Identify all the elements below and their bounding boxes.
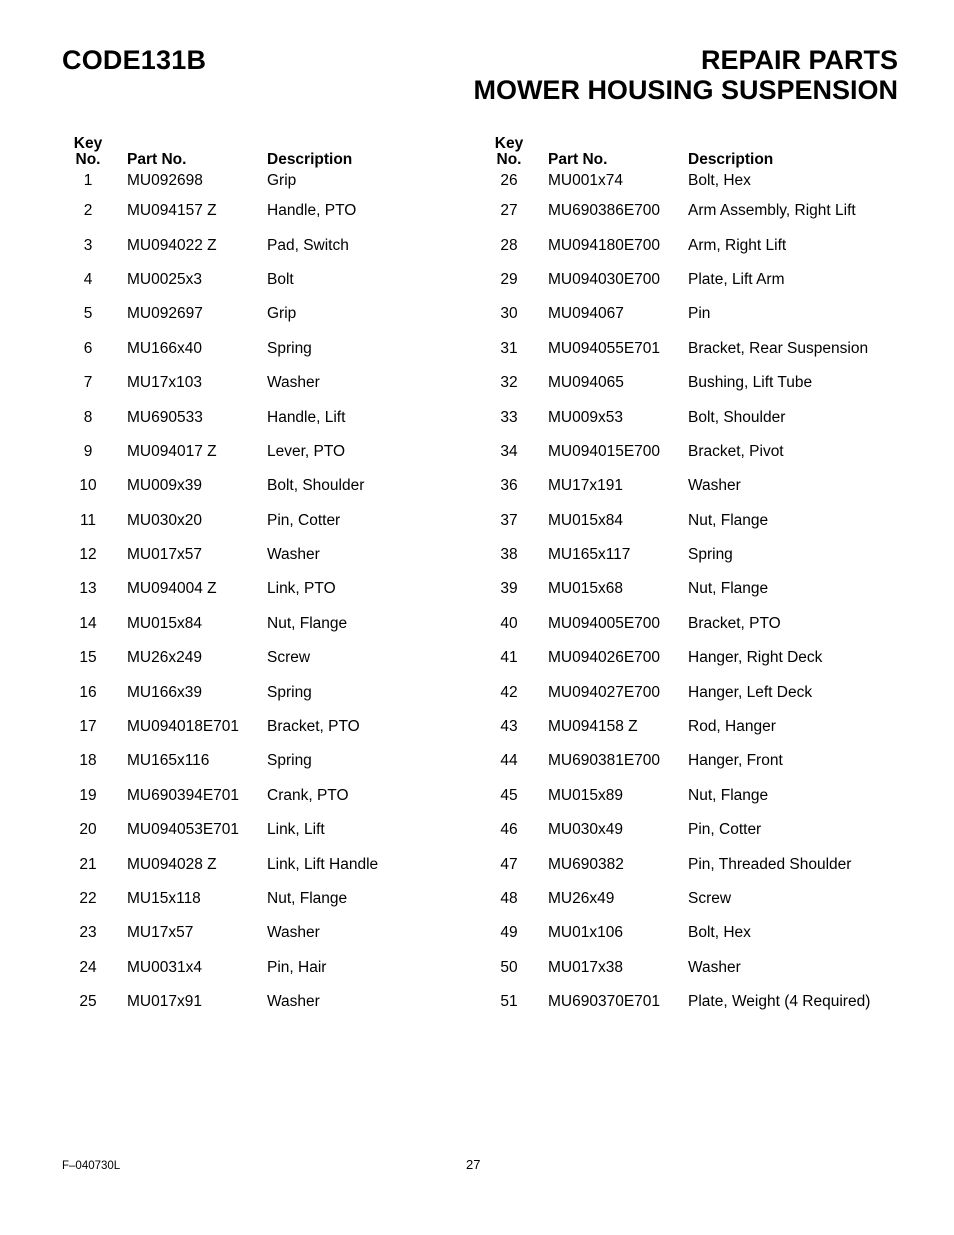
part-description: Hanger, Left Deck <box>688 683 813 701</box>
key-number: 47 <box>500 855 518 873</box>
key-number: 22 <box>79 890 97 907</box>
parts-row <box>491 435 870 469</box>
key-number: 7 <box>83 374 93 392</box>
part-number: MU015x84 <box>127 614 202 632</box>
parts-row <box>70 297 378 331</box>
part-description: Nut, Flange <box>267 890 348 907</box>
key-number: 46 <box>500 821 518 839</box>
part-description: Plate, Lift Arm <box>688 270 785 288</box>
part-number: MU26x249 <box>127 649 202 667</box>
key-number: 39 <box>500 580 518 598</box>
column-header-description: Description <box>688 151 774 168</box>
key-number: 41 <box>500 649 518 667</box>
key-number: 1 <box>83 172 93 189</box>
parts-row <box>70 641 378 675</box>
part-number: MU094030E700 <box>548 270 661 288</box>
column-header-key-no <box>70 134 106 168</box>
key-number: 9 <box>83 442 93 460</box>
key-number: 25 <box>79 993 97 1011</box>
parts-row <box>491 228 870 262</box>
key-number: 23 <box>79 924 97 942</box>
part-number: MU165x117 <box>548 546 631 564</box>
parts-row <box>70 675 378 709</box>
part-description: Bolt, Hex <box>688 924 751 942</box>
key-number: 43 <box>500 718 518 736</box>
key-label: Key <box>73 135 103 152</box>
part-description: Grip <box>267 172 297 189</box>
parts-row <box>491 194 870 228</box>
parts-table-left <box>70 134 378 1019</box>
part-number: MU17x191 <box>548 477 623 495</box>
part-description: Bracket, PTO <box>267 718 360 736</box>
key-number: 19 <box>79 786 97 804</box>
parts-row <box>491 297 870 331</box>
column-header-part-no: Part No. <box>548 151 608 168</box>
part-description: Bracket, Pivot <box>688 442 784 460</box>
parts-table-header <box>491 134 870 168</box>
key-number: 45 <box>500 786 518 804</box>
part-number: MU015x68 <box>548 580 623 598</box>
key-number: 6 <box>83 339 93 357</box>
parts-row <box>491 168 870 194</box>
part-number: MU165x116 <box>127 752 210 770</box>
key-number: 3 <box>83 236 93 254</box>
key-number: 34 <box>500 442 518 460</box>
part-description: Handle, Lift <box>267 408 346 426</box>
part-number: MU094028 Z <box>127 855 217 873</box>
part-number: MU094026E700 <box>548 649 661 667</box>
part-description: Nut, Flange <box>688 580 769 598</box>
part-number: MU094157 Z <box>127 202 217 220</box>
parts-row <box>70 813 378 847</box>
part-description: Pin <box>688 305 711 323</box>
part-description: Pin, Cotter <box>688 821 762 839</box>
form-code: F–040730L <box>62 1160 121 1172</box>
parts-row <box>70 366 378 400</box>
part-description: Link, PTO <box>267 580 336 598</box>
parts-row <box>70 744 378 778</box>
part-number: MU0031x4 <box>127 958 202 976</box>
part-number: MU094015E700 <box>548 442 661 460</box>
key-number: 44 <box>500 752 518 770</box>
part-number: MU030x49 <box>548 821 623 839</box>
part-number: MU15x118 <box>127 890 201 907</box>
part-number: MU001x74 <box>548 172 623 189</box>
parts-row <box>70 607 378 641</box>
parts-row <box>70 504 378 538</box>
parts-row <box>70 572 378 606</box>
page-title-line-2: MOWER HOUSING SUSPENSION <box>473 75 898 105</box>
part-description: Washer <box>267 993 320 1011</box>
part-number: MU0025x3 <box>127 270 202 288</box>
part-description: Grip <box>267 305 297 323</box>
part-description: Nut, Flange <box>688 511 769 529</box>
key-number: 40 <box>500 614 518 632</box>
part-number: MU017x91 <box>127 993 202 1011</box>
column-header-part-no: Part No. <box>127 151 187 168</box>
parts-row <box>70 332 378 366</box>
part-number: MU094005E700 <box>548 614 661 632</box>
parts-row <box>491 779 870 813</box>
parts-row <box>491 538 870 572</box>
part-number: MU690370E701 <box>548 993 661 1011</box>
key-number: 36 <box>500 477 518 495</box>
parts-row <box>491 710 870 744</box>
parts-row <box>70 538 378 572</box>
parts-row <box>491 469 870 503</box>
part-description: Spring <box>688 546 733 564</box>
part-description: Bolt, Hex <box>688 172 751 189</box>
part-description: Bolt, Shoulder <box>688 408 786 426</box>
parts-row <box>491 882 870 916</box>
part-number: MU094053E701 <box>127 821 240 839</box>
parts-row <box>491 813 870 847</box>
key-number: 17 <box>79 718 97 736</box>
part-description: Pad, Switch <box>267 236 349 254</box>
parts-row <box>491 572 870 606</box>
part-description: Pin, Threaded Shoulder <box>688 855 852 873</box>
part-number: MU094180E700 <box>548 236 661 254</box>
part-description: Pin, Cotter <box>267 511 341 529</box>
column-header-key-no <box>491 134 527 168</box>
key-number: 42 <box>500 683 518 701</box>
key-number: 21 <box>79 855 97 873</box>
key-number: 8 <box>83 408 93 426</box>
key-number: 14 <box>79 614 97 632</box>
key-number: 30 <box>500 305 518 323</box>
part-number: MU094022 Z <box>127 236 217 254</box>
key-number: 5 <box>83 305 93 323</box>
parts-row <box>491 366 870 400</box>
part-description: Bolt, Shoulder <box>267 477 365 495</box>
parts-row <box>491 641 870 675</box>
parts-row <box>70 194 378 228</box>
part-description: Washer <box>267 374 320 392</box>
part-description: Link, Lift <box>267 821 325 839</box>
parts-row <box>491 332 870 366</box>
key-number: 31 <box>500 339 518 357</box>
part-number: MU017x38 <box>548 958 623 976</box>
parts-row <box>70 985 378 1019</box>
parts-row <box>70 779 378 813</box>
part-description: Spring <box>267 752 312 770</box>
part-number: MU01x106 <box>548 924 623 942</box>
part-number: MU015x84 <box>548 511 623 529</box>
part-description: Crank, PTO <box>267 786 349 804</box>
part-number: MU094158 Z <box>548 718 638 736</box>
key-number: 49 <box>500 924 518 942</box>
key-number: 20 <box>79 821 97 839</box>
key-number: 48 <box>500 890 518 907</box>
parts-row <box>70 263 378 297</box>
part-number: MU094018E701 <box>127 718 240 736</box>
key-label: Key <box>494 135 524 152</box>
part-description: Bolt <box>267 270 294 288</box>
part-description: Spring <box>267 339 312 357</box>
part-description: Bushing, Lift Tube <box>688 374 813 392</box>
key-number: 12 <box>79 546 97 564</box>
parts-row <box>70 400 378 434</box>
key-number: 50 <box>500 958 518 976</box>
key-number: 24 <box>79 958 97 976</box>
key-number: 51 <box>500 993 518 1011</box>
part-description: Lever, PTO <box>267 442 346 460</box>
part-number: MU17x57 <box>127 924 194 942</box>
parts-row <box>70 916 378 950</box>
part-description: Nut, Flange <box>267 614 348 632</box>
part-description: Bracket, PTO <box>688 614 781 632</box>
key-number: 2 <box>83 202 93 220</box>
part-number: MU166x40 <box>127 339 202 357</box>
part-number: MU690382 <box>548 855 624 873</box>
key-number: 15 <box>79 649 97 667</box>
part-number: MU094055E701 <box>548 339 661 357</box>
key-number: 32 <box>500 374 518 392</box>
part-number: MU030x20 <box>127 511 202 529</box>
part-description: Nut, Flange <box>688 786 769 804</box>
part-description: Rod, Hanger <box>688 718 776 736</box>
no-label: No. <box>496 151 522 168</box>
parts-row <box>491 916 870 950</box>
model-code: CODE131B <box>62 45 207 75</box>
part-description: Screw <box>267 649 311 667</box>
part-number: MU009x53 <box>548 408 623 426</box>
part-number: MU094065 <box>548 374 624 392</box>
key-number: 37 <box>500 511 518 529</box>
part-number: MU690386E700 <box>548 202 661 220</box>
parts-row <box>70 882 378 916</box>
key-number: 28 <box>500 236 518 254</box>
part-number: MU094004 Z <box>127 580 217 598</box>
page-title <box>473 45 898 105</box>
parts-table-header <box>70 134 378 168</box>
part-description: Bracket, Rear Suspension <box>688 339 869 357</box>
part-number: MU015x89 <box>548 786 623 804</box>
part-description: Hanger, Front <box>688 752 783 770</box>
part-number: MU017x57 <box>127 546 202 564</box>
parts-row <box>70 228 378 262</box>
part-number: MU690394E701 <box>127 786 240 804</box>
key-number: 29 <box>500 270 518 288</box>
column-header-description: Description <box>267 151 353 168</box>
key-number: 4 <box>83 270 93 288</box>
parts-row <box>491 263 870 297</box>
part-number: MU092697 <box>127 305 203 323</box>
part-number: MU094027E700 <box>548 683 661 701</box>
parts-row <box>491 607 870 641</box>
key-number: 33 <box>500 408 518 426</box>
key-number: 18 <box>79 752 97 770</box>
parts-row <box>70 847 378 881</box>
part-number: MU009x39 <box>127 477 202 495</box>
parts-row <box>491 675 870 709</box>
part-number: MU690381E700 <box>548 752 661 770</box>
parts-row <box>491 504 870 538</box>
parts-row <box>491 400 870 434</box>
key-number: 11 <box>79 511 97 529</box>
key-number: 38 <box>500 546 518 564</box>
parts-row <box>70 168 378 194</box>
part-description: Washer <box>688 958 741 976</box>
part-description: Washer <box>267 546 320 564</box>
key-number: 16 <box>79 683 97 701</box>
part-description: Screw <box>688 890 732 907</box>
parts-row <box>491 847 870 881</box>
parts-row <box>70 951 378 985</box>
key-number: 26 <box>500 172 518 189</box>
part-number: MU166x39 <box>127 683 202 701</box>
parts-row <box>491 744 870 778</box>
parts-row <box>70 469 378 503</box>
part-description: Handle, PTO <box>267 202 357 220</box>
no-label: No. <box>75 151 101 168</box>
part-description: Arm Assembly, Right Lift <box>688 202 856 220</box>
parts-row <box>70 435 378 469</box>
page-title-line-1: REPAIR PARTS <box>700 45 898 75</box>
parts-table-right <box>491 134 870 1019</box>
part-number: MU092698 <box>127 172 203 189</box>
part-number: MU094017 Z <box>127 442 217 460</box>
part-description: Washer <box>688 477 741 495</box>
part-description: Washer <box>267 924 320 942</box>
key-number: 27 <box>500 202 518 220</box>
part-number: MU690533 <box>127 408 203 426</box>
part-description: Arm, Right Lift <box>688 236 787 254</box>
key-number: 10 <box>79 477 97 495</box>
parts-row <box>70 710 378 744</box>
parts-row <box>491 951 870 985</box>
part-description: Spring <box>267 683 312 701</box>
part-number: MU17x103 <box>127 374 202 392</box>
part-description: Pin, Hair <box>267 958 327 976</box>
part-description: Plate, Weight (4 Required) <box>688 993 871 1011</box>
key-number: 13 <box>79 580 97 598</box>
part-description: Link, Lift Handle <box>267 855 379 873</box>
parts-row <box>491 985 870 1019</box>
part-number: MU26x49 <box>548 890 615 907</box>
part-number: MU094067 <box>548 305 624 323</box>
part-description: Hanger, Right Deck <box>688 649 823 667</box>
page-number: 27 <box>466 1157 481 1172</box>
